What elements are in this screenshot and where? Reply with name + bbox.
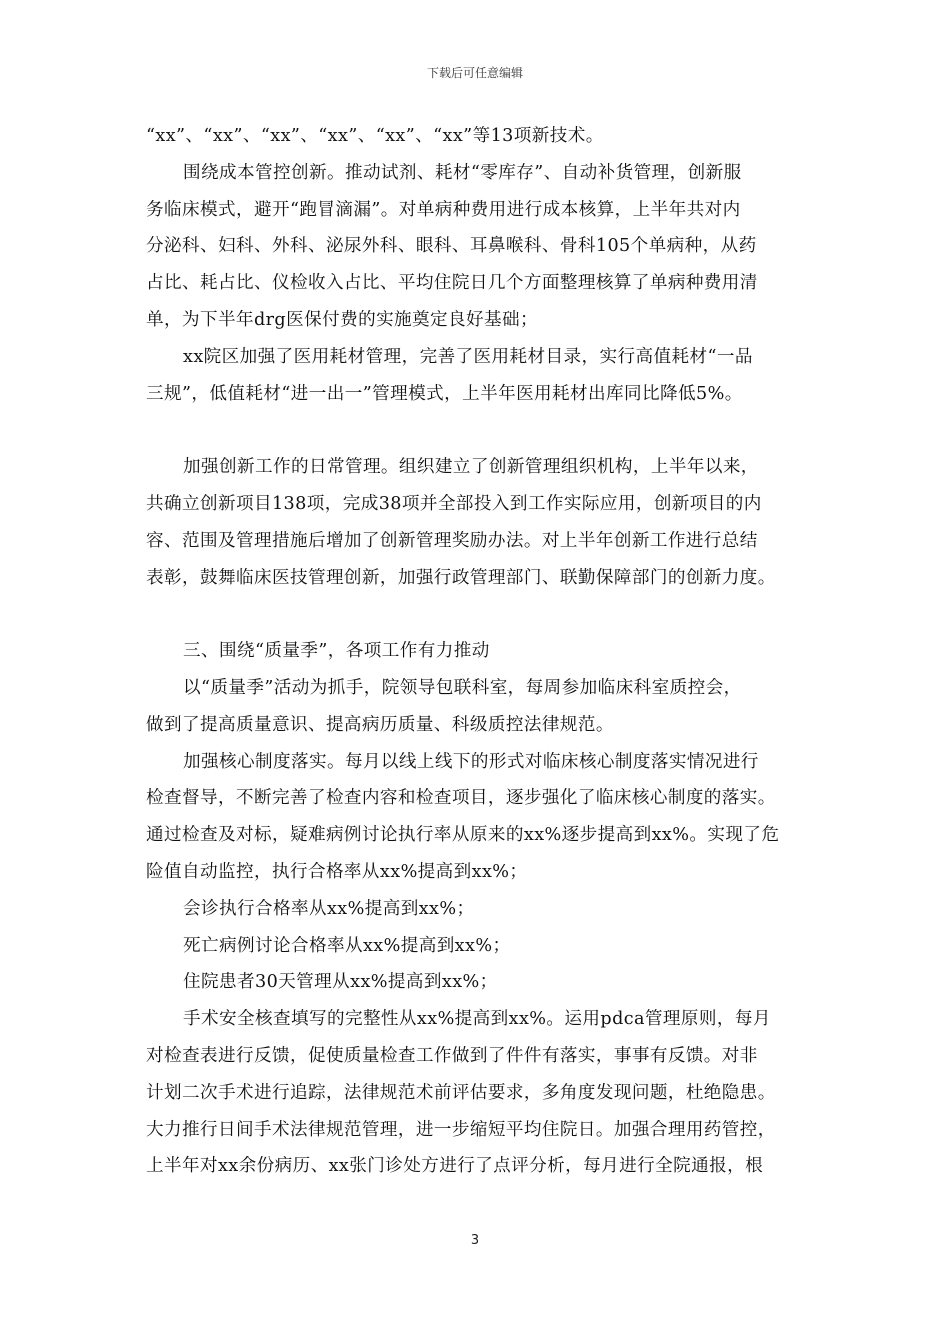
text-line: 通过检查及对标，疑难病例讨论执行率从原来的xx%逐步提高到xx%。实现了危: [146, 825, 780, 846]
text-line: 务临床模式，避开“跑冒滴漏”。对单病种费用进行成本核算，上半年共对内: [146, 199, 741, 220]
text-line: 加强核心制度落实。每月以线上线下的形式对临床核心制度落实情况进行: [183, 751, 759, 772]
text-line: 加强创新工作的日常管理。组织建立了创新管理组织机构，上半年以来，: [183, 457, 759, 478]
text-line: 手术安全核查填写的完整性从xx%提高到xx%。运用pdca管理原则，每月: [183, 1009, 771, 1030]
text-line: 检查督导，不断完善了检查内容和检查项目，逐步强化了临床核心制度的落实。: [146, 788, 776, 809]
text-line: 占比、耗占比、仪检收入占比、平均住院日几个方面整理核算了单病种费用清: [146, 273, 758, 294]
text-line: 对检查表进行反馈，促使质量检查工作做到了件件有落实，事事有反馈。对非: [146, 1045, 758, 1066]
text-line: “xx”、“xx”、“xx”、“xx”、“xx”、“xx”等13项新技术。: [146, 126, 604, 146]
page-header: 下载后可任意编辑: [426, 66, 523, 80]
blank-line: [146, 596, 836, 633]
text-line: 三规”，低值耗材“进一出一”管理模式，上半年医用耗材出库同比降低5%。: [146, 383, 743, 404]
text-line: 计划二次手术进行追踪，法律规范术前评估要求，多角度发现问题，杜绝隐患。: [146, 1082, 776, 1103]
text-line: 表彰，鼓舞临床医技管理创新，加强行政管理部门、联勤保障部门的创新力度。: [146, 567, 776, 588]
text-line: 以“质量季”活动为抓手，院领导包联科室，每周参加临床科室质控会，: [183, 677, 742, 698]
text-line: 上半年对xx余份病历、xx张门诊处方进行了点评分析，每月进行全院通报，根: [146, 1156, 764, 1177]
document-body: [146, 118, 836, 1185]
text-line: 容、范围及管理措施后增加了创新管理奖励办法。对上半年创新工作进行总结: [146, 530, 758, 551]
text-line: 会诊执行合格率从xx%提高到xx%；: [183, 898, 475, 919]
section-heading: 三、围绕“质量季”，各项工作有力推动: [183, 641, 490, 662]
text-line: 险值自动监控，执行合格率从xx%提高到xx%；: [146, 861, 528, 882]
page-number: 3: [470, 1233, 480, 1248]
text-line: 住院患者30天管理从xx%提高到xx%；: [183, 972, 498, 993]
text-line: 共确立创新项目138项，完成38项并全部投入到工作实际应用，创新项目的内: [146, 493, 762, 514]
text-line: 做到了提高质量意识、提高病历质量、科级质控法律规范。: [146, 714, 614, 735]
text-line: 死亡病例讨论合格率从xx%提高到xx%；: [183, 935, 511, 956]
text-line: 大力推行日间手术法律规范管理，进一步缩短平均住院日。加强合理用药管控，: [146, 1119, 776, 1140]
blank-line: [146, 412, 836, 449]
text-line: xx院区加强了医用耗材管理，完善了医用耗材目录，实行高值耗材“一品: [183, 346, 753, 367]
text-line: 单，为下半年drg医保付费的实施奠定良好基础；: [146, 309, 539, 330]
text-line: 分泌科、妇科、外科、泌尿外科、眼科、耳鼻喉科、骨科105个单病种，从药: [146, 236, 757, 257]
text-line: 围绕成本管控创新。推动试剂、耗材“零库存”、自动补货管理，创新服: [183, 162, 742, 183]
